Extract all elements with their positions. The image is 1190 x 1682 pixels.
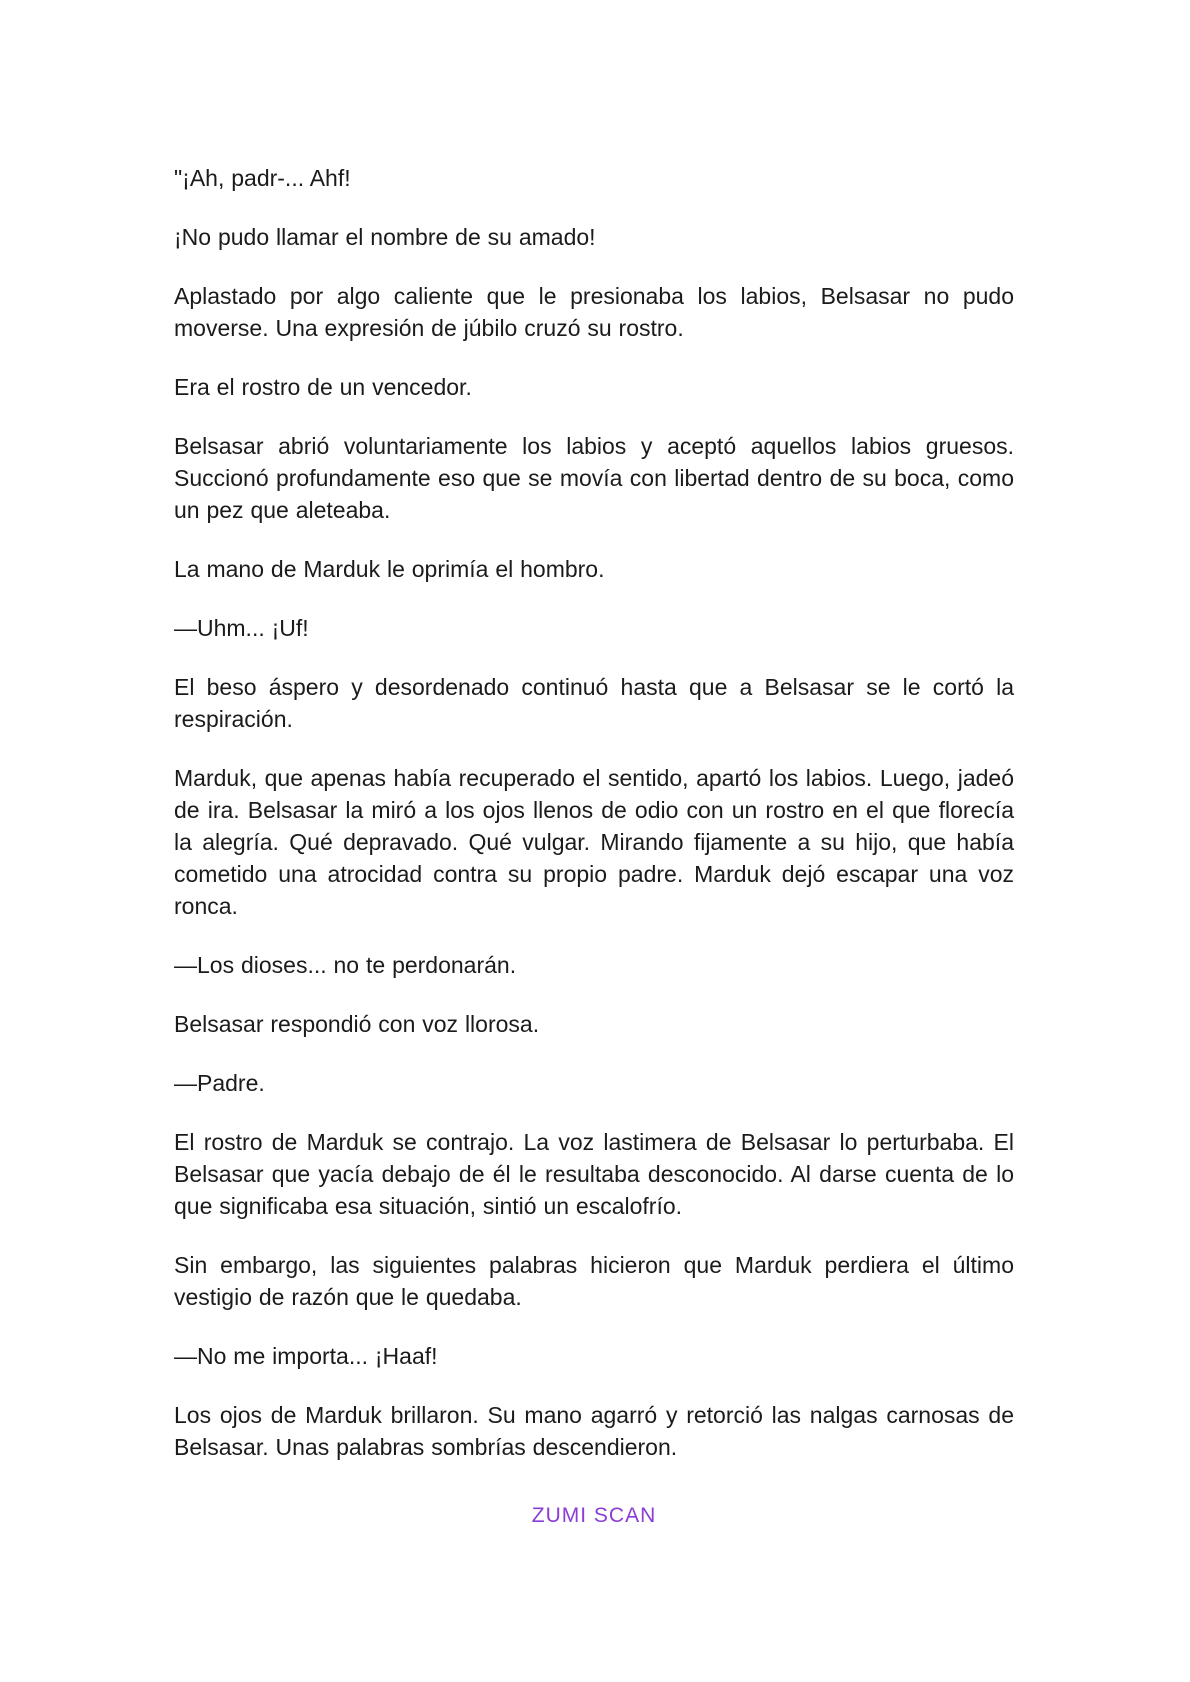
paragraph: El beso áspero y desordenado continuó hasta que a Belsasar se le cortó la respiración. [174, 674, 1014, 732]
dialogue-paragraph: —Los dioses... no te perdonarán. [174, 952, 517, 978]
paragraph: ¡No pudo llamar el nombre de su amado! [174, 224, 596, 250]
paragraph: Los ojos de Marduk brillaron. Su mano agarró y retorció las nalgas carnosas de Belsasar. Unas palabras sombrías descendieron. [174, 1402, 1014, 1460]
paragraph: El rostro de Marduk se contrajo. La voz lastimera de Belsasar lo perturbaba. El Belsasar que yacía debajo de él le resultaba desconocido. Al darse cuenta de lo que significaba esa situación, sintió un escalofrío. [174, 1129, 1014, 1219]
paragraph: Marduk, que apenas había recuperado el sentido, apartó los labios. Luego, jadeó de ira. Belsasar la miró a los ojos llenos de odio con un rostro en el que florecía la alegría. Qué depravado. Qué vulgar. Mirando fijamente a su hijo, que había cometido una atrocidad contra su propio padre. Marduk dejó escapar una voz ronca. [174, 765, 1014, 919]
dialogue-paragraph: —Padre. [174, 1070, 265, 1096]
paragraph: Era el rostro de un vencedor. [174, 374, 472, 400]
paragraph: Belsasar respondió con voz llorosa. [174, 1011, 540, 1037]
scanlation-credit: ZUMI SCAN [531, 1504, 657, 1527]
paragraph: Aplastado por algo caliente que le presionaba los labios, Belsasar no pudo moverse. Una expresión de júbilo cruzó su rostro. [174, 283, 1014, 341]
dialogue-paragraph: —No me importa... ¡Haaf! [174, 1343, 438, 1369]
paragraph: "¡Ah, padr-... Ahf! [174, 165, 351, 191]
paragraph: Sin embargo, las siguientes palabras hicieron que Marduk perdiera el último vestigio de razón que le quedaba. [174, 1252, 1014, 1310]
story-text [174, 162, 1014, 1463]
paragraph: La mano de Marduk le oprimía el hombro. [174, 556, 605, 582]
dialogue-paragraph: —Uhm... ¡Uf! [174, 615, 309, 641]
paragraph: Belsasar abrió voluntariamente los labios y aceptó aquellos labios gruesos. Succionó profundamente eso que se movía con libertad dentro de su boca, como un pez que aleteaba. [174, 433, 1014, 523]
